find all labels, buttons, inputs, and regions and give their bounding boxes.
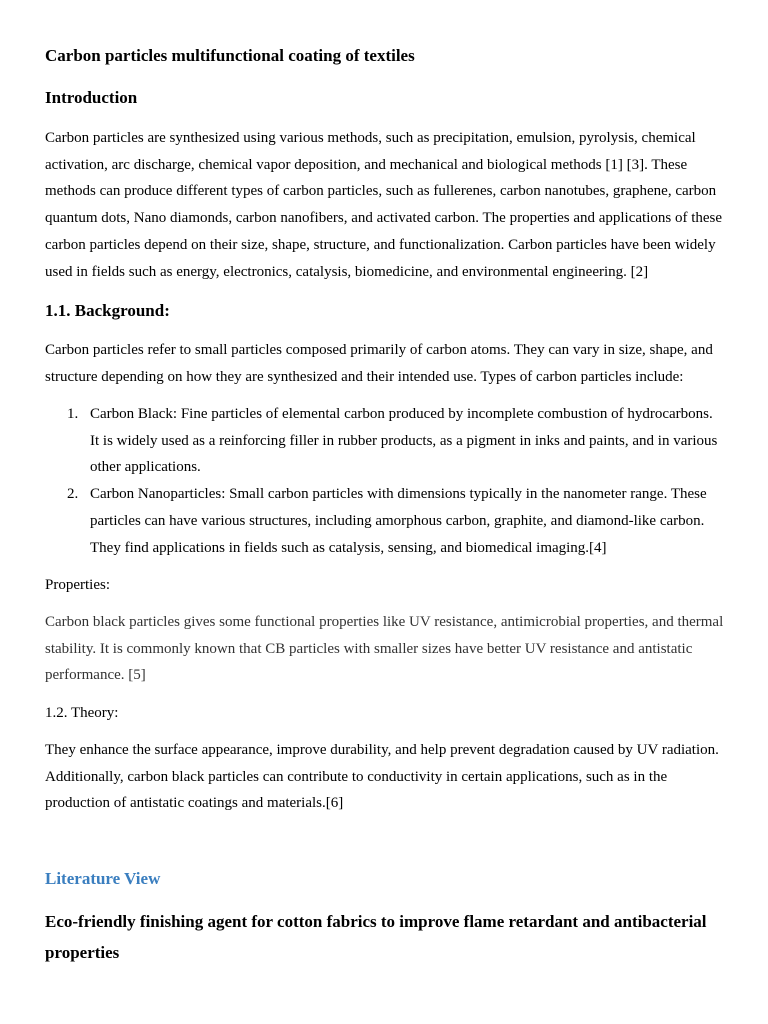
carbon-types-list: [45, 401, 725, 561]
list-item-number: 2.: [67, 486, 79, 503]
properties-paragraph: Carbon black particles gives some functional properties like UV resistance, antimicrobial properties, and thermal stability. It is commonly known that CB particles with smaller sizes have better UV resistance and antistatic performance. [5]: [45, 614, 724, 684]
list-item-text: Carbon Nanoparticles: Small carbon particles with dimensions typically in the nanometer range. These particles can have various structures, including amorphous carbon, graphite, and diamond-like carbon. They find applications in fields such as catalysis, sensing, and biomedical imaging.[4]: [90, 486, 707, 556]
introduction-paragraph: Carbon particles are synthesized using various methods, such as precipitation, emulsion, pyrolysis, chemical activation, arc discharge, chemical vapor deposition, and mechanical and biological methods [1] [3]. These methods can produce different types of carbon particles, such as fullerenes, carbon nanotubes, graphene, carbon quantum dots, Nano diamonds, carbon nanofibers, and activated carbon. The properties and applications of these carbon particles depend on their size, shape, structure, and functionalization. Carbon particles have been widely used in fields such as energy, electronics, catalysis, biomedicine, and environmental engineering. [2]: [45, 130, 723, 280]
literature-heading: Literature View: [45, 869, 161, 888]
introduction-heading: Introduction: [45, 88, 138, 107]
theory-paragraph: They enhance the surface appearance, improve durability, and help prevent degradation caused by UV radiation. Additionally, carbon black particles can contribute to conductivity in certain applications, such as in the production of antistatic coatings and materials.[6]: [45, 742, 719, 812]
background-heading: 1.1. Background:: [45, 301, 170, 320]
properties-label: Properties:: [45, 577, 110, 593]
list-item-text: Carbon Black: Fine particles of elemental carbon produced by incomplete combustion of hydrocarbons. It is widely used as a reinforcing filler in rubber products, as a pigment in inks and paints, and in various other applications.: [90, 406, 718, 476]
background-paragraph: Carbon particles refer to small particles composed primarily of carbon atoms. They can vary in size, shape, and structure depending on how they are synthesized and their intended use. Types of carbon particles include:: [45, 342, 713, 385]
list-item: [45, 401, 725, 481]
list-item: [45, 481, 725, 561]
list-item-number: 1.: [67, 406, 79, 422]
literature-subheading: Eco-friendly finishing agent for cotton fabrics to improve flame retardant and antibacterial properties: [45, 912, 707, 962]
document-title: Carbon particles multifunctional coating of textiles: [45, 46, 415, 65]
theory-label: 1.2. Theory:: [45, 705, 119, 721]
